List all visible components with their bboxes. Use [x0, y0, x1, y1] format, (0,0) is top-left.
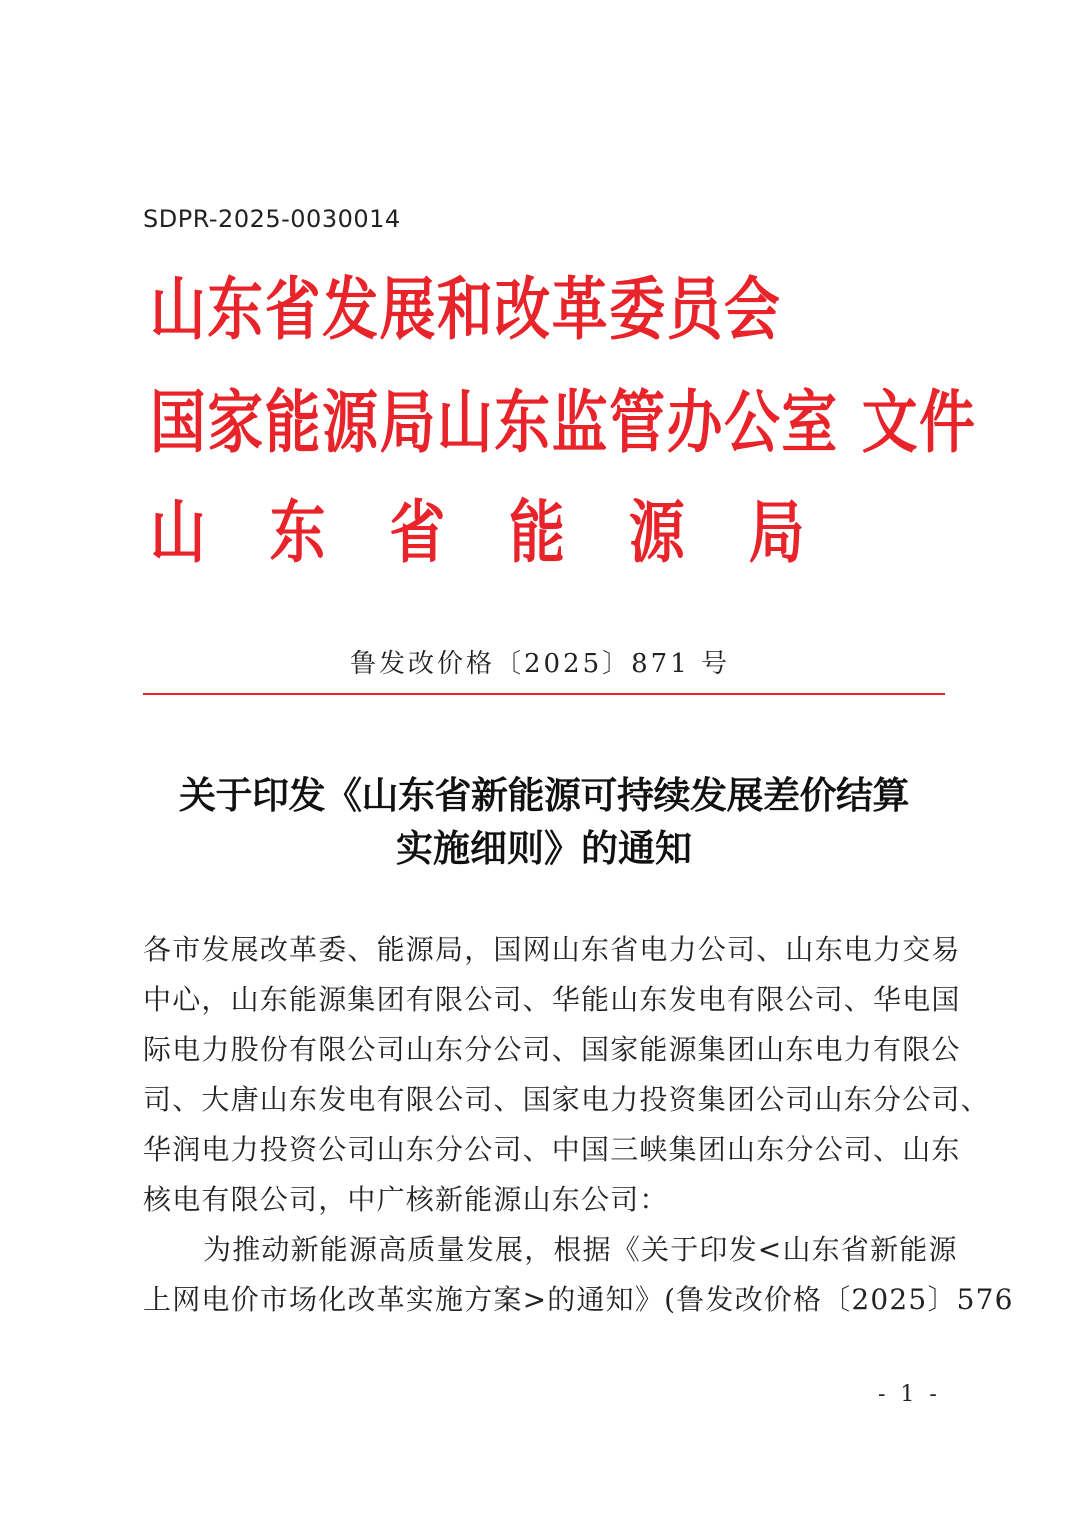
body-line: 上网电价市场化改革实施方案>的通知》(鲁发改价格〔2025〕576 — [143, 1283, 1014, 1316]
body-line: 际电力股份有限公司山东分公司、国家能源集团山东电力有限公 — [143, 1033, 961, 1066]
document-code: SDPR-2025-0030014 — [143, 205, 401, 233]
red-divider-line — [143, 693, 945, 695]
issuer-line-2 — [150, 384, 977, 463]
body-line: 华润电力投资公司山东分公司、中国三峡集团山东分公司、山东 — [143, 1133, 961, 1166]
body-line: 中心，山东能源集团有限公司、华能山东发电有限公司、华电国 — [143, 983, 961, 1016]
document-number: 鲁发改价格〔2025〕871 号 — [349, 649, 731, 679]
body-line: 司、大唐山东发电有限公司、国家电力投资集团公司山东分公司、 — [143, 1083, 990, 1116]
issuer-document-suffix: 文件 — [861, 384, 977, 463]
issuer-line-2-main: 国家能源局山东监管办公室 — [150, 384, 839, 463]
document-title-line-1: 关于印发《山东省新能源可持续发展差价结算 — [179, 773, 909, 817]
body-line: 核电有限公司，中广核新能源山东公司： — [143, 1183, 669, 1216]
page-number: - 1 - — [878, 1382, 941, 1407]
issuer-line-3: 山东省能源局 — [150, 494, 869, 573]
body-line-paragraph-start: 为推动新能源高质量发展，根据《关于印发<山东省新能源 — [203, 1233, 958, 1266]
issuer-line-1: 山东省发展和改革委员会 — [150, 271, 782, 350]
document-title-line-2: 实施细则》的通知 — [396, 826, 692, 870]
body-line: 各市发展改革委、能源局，国网山东省电力公司、山东电力交易 — [143, 933, 961, 966]
